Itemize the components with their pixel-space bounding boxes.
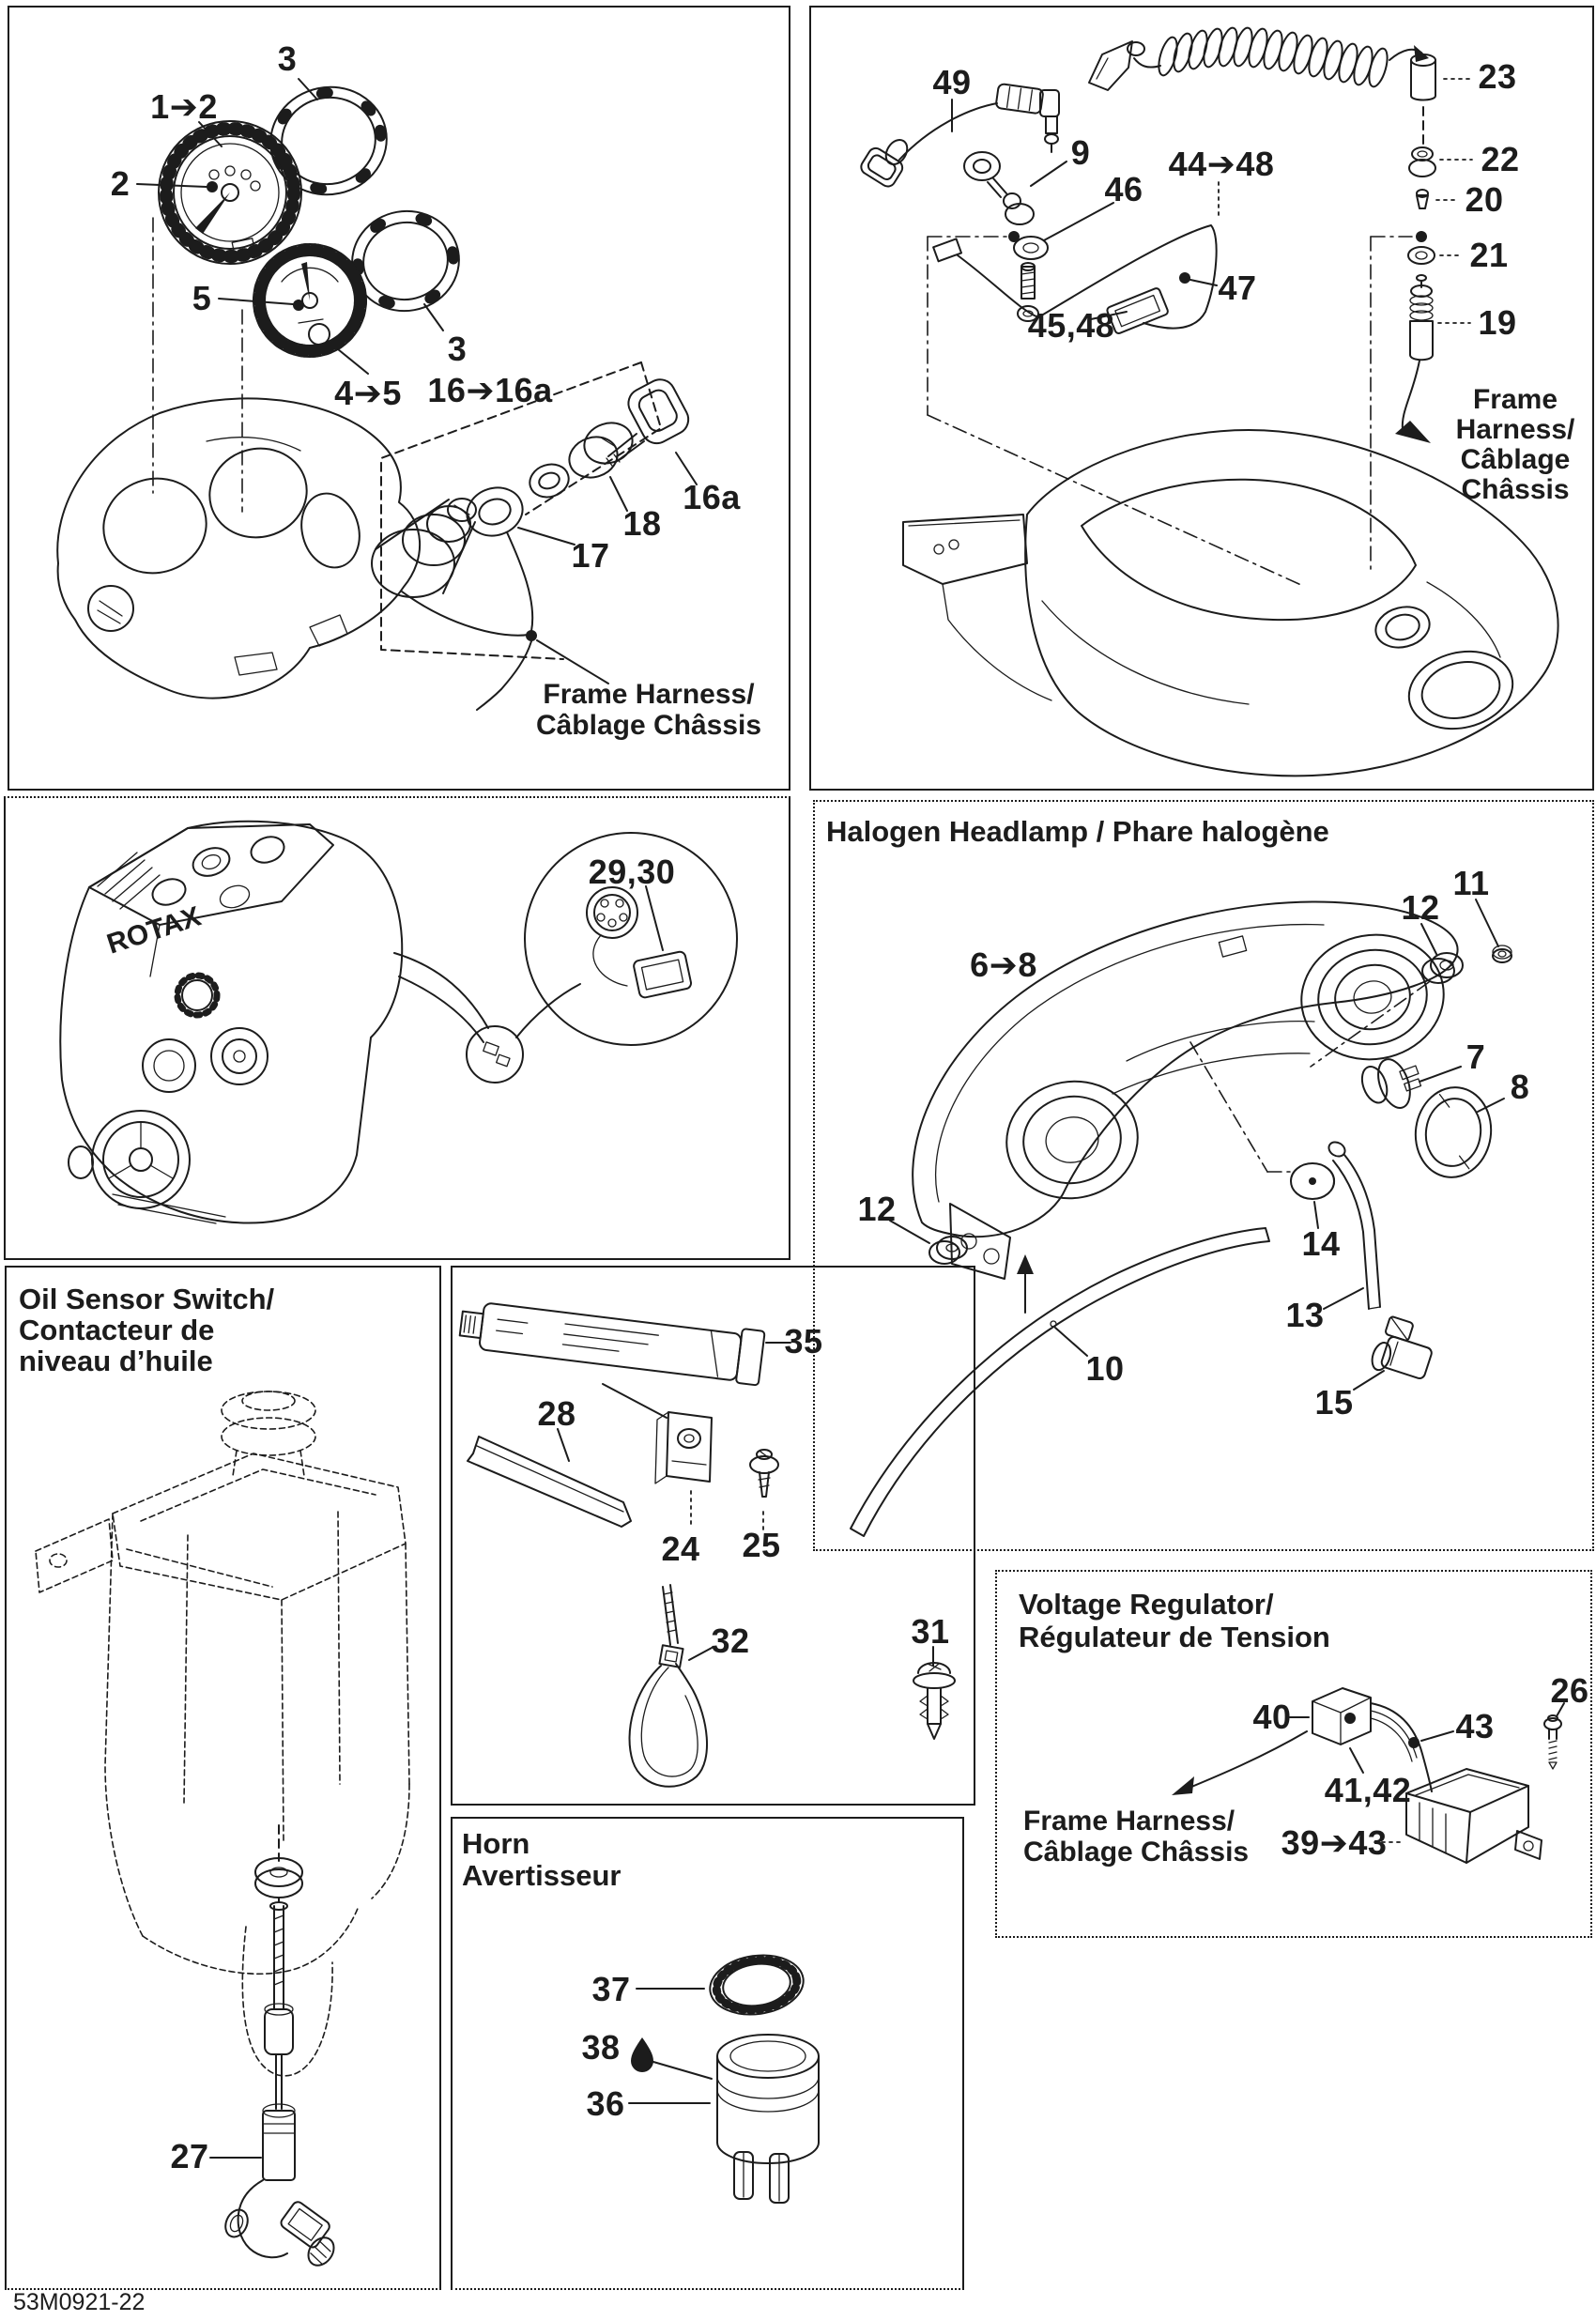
callout-47: 47 <box>1218 269 1257 307</box>
regulator-box-drawing <box>1406 1769 1542 1863</box>
callout-28: 28 <box>537 1394 576 1433</box>
engine-logo-text: ROTAX <box>102 900 205 961</box>
callout-9: 9 <box>1070 133 1091 172</box>
callout-7: 7 <box>1466 1038 1486 1076</box>
cable-tie-drawing <box>630 1585 708 1787</box>
callout-12-top: 12 <box>1401 888 1440 927</box>
horn-drawing <box>629 1949 819 2203</box>
bracket-24-drawing <box>603 1384 712 1529</box>
callout-49: 49 <box>932 63 972 101</box>
frame-harness-note-gauges: Frame Harness/ Câblage Châssis <box>535 679 762 741</box>
callout-15: 15 <box>1314 1383 1354 1422</box>
callout-11: 11 <box>1452 864 1490 902</box>
callout-43: 43 <box>1455 1707 1495 1745</box>
tether-switch-drawing <box>1395 275 1433 443</box>
callout-13: 13 <box>1285 1296 1325 1334</box>
callout-46: 46 <box>1104 170 1143 208</box>
callout-21: 21 <box>1469 236 1509 274</box>
nut-11-drawing <box>1493 945 1512 962</box>
headlamp-drawing <box>851 899 1512 1536</box>
frame-harness-note-voltage: Frame Harness/ Câblage Châssis <box>1023 1806 1250 1868</box>
callout-25: 25 <box>742 1526 781 1564</box>
protector-strip-drawing <box>468 1437 631 1527</box>
callout-10: 10 <box>1085 1349 1125 1388</box>
plug-14-drawing <box>1291 1163 1334 1199</box>
callout-44-48: 44➔48 <box>1168 145 1275 183</box>
callout-2: 2 <box>110 164 130 203</box>
bulb-drawing <box>1358 1051 1428 1117</box>
push-rivet-drawing <box>913 1663 955 1739</box>
callout-4-5: 4➔5 <box>334 374 402 412</box>
oil-panel-title-line3: niveau d’huile <box>19 1345 213 1377</box>
callout-1-2: 1➔2 <box>150 87 218 126</box>
callout-5: 5 <box>192 279 212 317</box>
page-part-code: 53M0921-22 <box>13 2289 146 2315</box>
bezel-ring-top-drawing <box>261 76 397 205</box>
callout-8: 8 <box>1510 1068 1530 1106</box>
callout-18: 18 <box>622 504 662 543</box>
speedometer-drawing <box>159 121 301 264</box>
oil-tank-drawing <box>36 1391 409 2270</box>
callout-32: 32 <box>711 1622 750 1660</box>
callout-17: 17 <box>571 536 610 575</box>
frame-harness-note-electrical: Frame Harness/ Câblage Châssis <box>1455 384 1575 505</box>
callout-35: 35 <box>784 1322 823 1360</box>
callout-31: 31 <box>911 1612 950 1651</box>
callout-3-top: 3 <box>277 39 298 78</box>
voltage-panel-title-line2: Régulateur de Tension <box>1019 1621 1330 1653</box>
callout-16a: 16a <box>683 478 741 516</box>
sealant-tube-drawing <box>458 1295 765 1386</box>
callout-6-8: 6➔8 <box>970 945 1037 984</box>
callout-41-42: 41,42 <box>1324 1771 1412 1809</box>
callout-37: 37 <box>591 1970 631 2008</box>
callout-40: 40 <box>1252 1698 1292 1736</box>
callout-45-48: 45,48 <box>1027 306 1115 345</box>
screw-25-drawing <box>750 1450 778 1530</box>
callout-14: 14 <box>1301 1224 1341 1263</box>
connector-40-drawing <box>1312 1688 1371 1745</box>
callout-24: 24 <box>661 1529 700 1568</box>
oil-panel-title-line1: Oil Sensor Switch/ <box>19 1283 275 1315</box>
callout-36: 36 <box>586 2084 625 2123</box>
droplet-icon <box>631 2037 653 2072</box>
oil-sensor-drawing <box>222 1825 339 2270</box>
horn-ring-drawing <box>706 1949 807 2020</box>
callout-27: 27 <box>170 2137 209 2175</box>
oil-panel-title-line2: Contacteur de <box>19 1314 215 1346</box>
callout-19: 19 <box>1478 303 1517 342</box>
callout-23: 23 <box>1478 57 1517 96</box>
horn-panel-title-line1: Horn <box>462 1827 530 1860</box>
windshield-trim-drawing <box>851 1228 1269 1536</box>
tachometer-drawing <box>253 244 366 357</box>
retainer-ring-drawing <box>1410 1083 1497 1182</box>
horn-body-drawing <box>717 2035 819 2203</box>
callout-20: 20 <box>1465 180 1504 219</box>
callout-12-left: 12 <box>857 1190 897 1228</box>
voltage-panel-title-line1: Voltage Regulator/ <box>1019 1588 1274 1621</box>
callout-3-lower: 3 <box>447 330 468 368</box>
callout-26: 26 <box>1550 1671 1589 1710</box>
tether-coil-drawing <box>1089 26 1429 90</box>
callout-22: 22 <box>1481 140 1520 178</box>
callout-39-43: 39➔43 <box>1281 1823 1388 1862</box>
callout-38: 38 <box>581 2028 621 2067</box>
dashboard-console-drawing <box>57 398 420 698</box>
horn-panel-title-line2: Avertisseur <box>462 1859 622 1892</box>
connector-29-30-drawing <box>587 887 692 998</box>
callout-29-30: 29,30 <box>588 853 676 891</box>
dess-post-drawing <box>964 152 1034 224</box>
electrical-system-drawing <box>858 26 1558 776</box>
tether-cap-drawing <box>1411 54 1435 100</box>
callout-16-16a: 16➔16a <box>427 371 553 409</box>
hardware-items-drawing <box>458 1295 955 1787</box>
headlamp-panel-title: Halogen Headlamp / Phare halogène <box>826 815 1329 848</box>
screw-26-drawing <box>1544 1715 1561 1769</box>
